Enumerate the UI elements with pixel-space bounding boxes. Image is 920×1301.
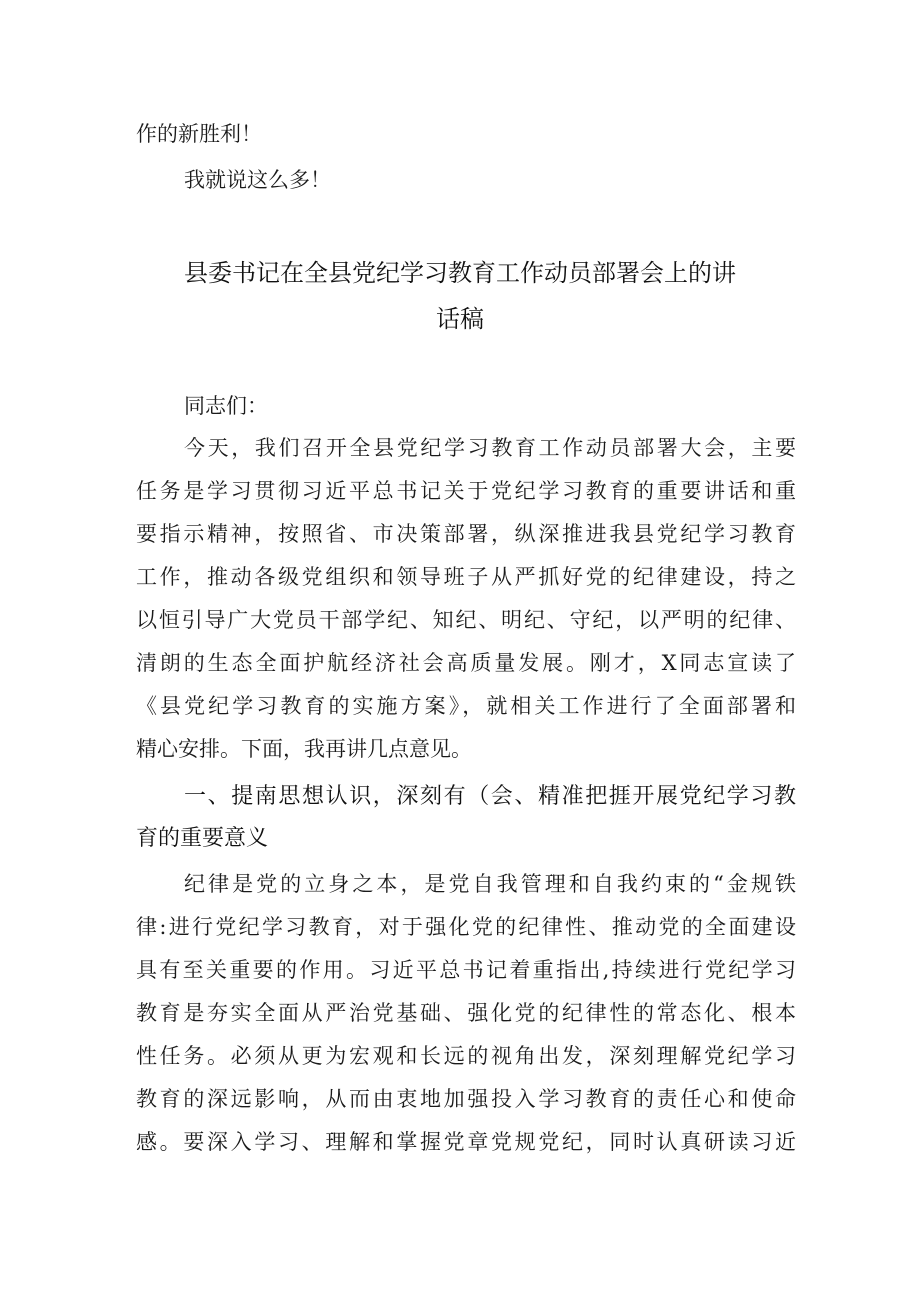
previous-closing-line: 我就说这么多！ [184, 168, 331, 192]
paragraph-line: 《县党纪学习教育的实施方案》，就相关工作进行了全面部署和 [136, 694, 796, 718]
paragraph-line: 教育的深远影响，从而由衷地加强投入学习教育的责任心和使命 [136, 1087, 796, 1111]
document-title-line-1: 县委书记在全县党纪学习教育工作动员部署会上的讲 [184, 259, 736, 287]
previous-text-tail: 作的新胜利！ [136, 122, 262, 146]
paragraph-line: 精心安排。下面，我再讲几点意见。 [136, 737, 472, 761]
document-title-line-2: 话稿 [436, 305, 484, 333]
paragraph-line: 律:进行党纪学习教育，对于强化党的纪律性、推动党的全面建设 [136, 915, 796, 939]
section-heading-line-1: 一、提南思想认识，深刻有（会、精准把捱开展党纪学习教 [184, 784, 796, 809]
paragraph-line: 教育是夯实全面从严治党基础、强化党的纪律性的常态化、根本 [136, 1001, 796, 1025]
paragraph-line: 工作，推动各级党组织和领导班子从严抓好党的纪律建设，持之 [136, 565, 796, 589]
paragraph-line: 性任务。必须从更为宏观和长远的视角出发，深刻理解党纪学习 [136, 1044, 796, 1068]
paragraph-line: 具有至关重要的作用。习近平总书记着重指出,持续进行党纪学习 [136, 958, 796, 982]
paragraph-line: 以恒引导广大党员干部学纪、知纪、明纪、守纪，以严明的纪律、 [136, 608, 796, 632]
section-heading-line-2: 育的重要意义 [136, 826, 269, 851]
paragraph-line: 感。要深入学习、理解和掌握党章党规党纪，同时认真研读习近 [136, 1130, 796, 1154]
salutation: 同志们： [184, 394, 268, 418]
paragraph-line: 清朗的生态全面护航经济社会高质量发展。刚才，X同志宣读了 [136, 651, 796, 675]
paragraph-line: 任务是学习贯彻习近平总书记关于党纪学习教育的重要讲话和重 [136, 479, 796, 503]
paragraph-line: 今天，我们召开全县党纪学习教育工作动员部署大会，主要 [184, 436, 796, 460]
paragraph-line: 纪律是党的立身之本，是党自我管理和自我约束的“金规铁 [184, 872, 796, 896]
paragraph-line: 要指示精神，按照省、市决策部署，纵深推进我县党纪学习教育 [136, 522, 796, 546]
